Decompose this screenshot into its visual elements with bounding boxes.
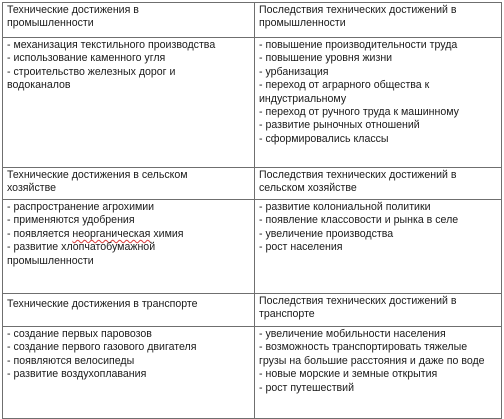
header-text-part2: сельском хозяйстве [259, 182, 357, 195]
list-item: - рост населения [259, 241, 343, 254]
cell-agriculture-achievements-header [3, 168, 255, 200]
comparison-table [2, 2, 502, 419]
list-item: - повышение уровня жизни [259, 52, 393, 65]
list-item: - развитие хлопчатобумажной промышленности [7, 241, 156, 267]
cell-agriculture-consequences-list [255, 200, 502, 294]
list-item: - переход от ручного труда к машинному [259, 106, 459, 119]
table-row-transport-body [3, 327, 502, 419]
list-item: - сформировались классы [259, 132, 389, 145]
header-text-part2: промышленности [259, 17, 346, 30]
list-item: - развитие рыночных отношений [259, 119, 420, 132]
cell-industry-achievements-header [3, 3, 255, 38]
cell-industry-achievements-list [3, 38, 255, 168]
header-text-part2: промышленности [7, 17, 94, 30]
header-text-part1: Последствия технических достижений в [259, 4, 457, 16]
header-text-part2: хозяйстве [7, 182, 57, 195]
list-item: - возможность транспортировать тяжелые грузы на большие расстояния и даже по воде [259, 341, 485, 367]
cell-industry-consequences-header [255, 3, 502, 38]
list-item: - рост путешествий [259, 381, 355, 394]
table-row-transport-header [3, 294, 502, 327]
header-text [7, 4, 250, 31]
list-item: - увеличение производства [259, 227, 394, 240]
list-item: - урбанизация [259, 65, 329, 78]
header-text-part1: Технические достижения в [7, 4, 139, 16]
header-text [259, 169, 497, 196]
list-item: - развитие воздухоплавания [7, 368, 147, 381]
header-text-part1: Последствия технических достижений в [259, 169, 457, 181]
cell-transport-achievements-header [3, 294, 255, 327]
header-text [259, 295, 497, 322]
list-item: - использование каменного угля [7, 52, 166, 65]
cell-transport-achievements-list [3, 327, 255, 419]
list-item: - увеличение мобильности населения [259, 328, 446, 340]
document-page [2, 2, 501, 419]
list-item: - распространение агрохимии [7, 201, 155, 213]
table-row-industry-header [3, 3, 502, 38]
list-item: - применяются удобрения [7, 214, 135, 227]
header-text [7, 169, 250, 196]
table-row-agriculture-header [3, 168, 502, 200]
cell-agriculture-consequences-header [255, 168, 502, 200]
header-text-part1: Последствия технических достижений в [259, 295, 457, 307]
list-item: - появление классовости и рынка в селе [259, 214, 459, 227]
list-item: - новые морские и земные открытия [259, 368, 438, 381]
list-item: - повышение производительности труда [259, 39, 458, 51]
list-item: - создание первых паровозов [7, 328, 152, 340]
header-text: Технические достижения в транспорте [7, 298, 198, 310]
list-item-spellcheck: - появляется неорганическая химия [7, 227, 184, 240]
list-item: - появляются велосипеды [7, 354, 135, 367]
spellcheck-word: неорганическая [72, 227, 151, 240]
list-item: - развитие колониальной политики [259, 201, 431, 213]
header-text [259, 4, 497, 31]
list-item: - создание первого газового двигателя [7, 341, 197, 354]
list-item: - строительство железных дорог и водоканалов [7, 65, 176, 92]
cell-industry-consequences-list [255, 38, 502, 168]
cell-transport-consequences-list [255, 327, 502, 419]
cell-agriculture-achievements-list [3, 200, 255, 294]
list-item: - механизация текстильного производства [7, 39, 216, 51]
list-item: - переход от аграрного общества к индустриальному [259, 79, 430, 105]
header-text-part1: Технические достижения в сельском [7, 169, 188, 181]
header-text-part2: транспорте [259, 308, 315, 321]
cell-transport-consequences-header [255, 294, 502, 327]
table-row-industry-body [3, 38, 502, 168]
table-row-agriculture-body [3, 200, 502, 294]
